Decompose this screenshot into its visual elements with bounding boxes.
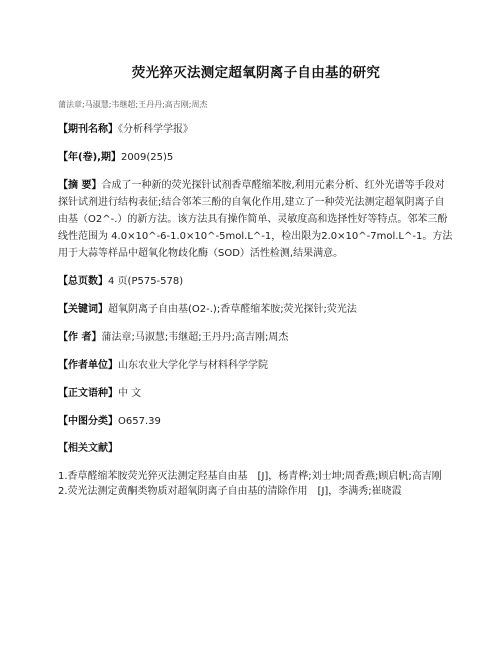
field-value: 山东农业大学化学与材料科学学院 bbox=[118, 360, 268, 371]
field-value: O657.39 bbox=[118, 416, 161, 427]
field-label: 【作者单位】 bbox=[58, 360, 118, 371]
author-list: 蒲法章;马淑慧;韦继超;王丹丹;高吉刚;周杰 bbox=[58, 100, 208, 109]
field-abstract bbox=[58, 177, 454, 262]
field-value: 蒲法章;马淑慧;韦继超;王丹丹;高吉刚;周杰 bbox=[101, 332, 289, 343]
field-keywords bbox=[58, 301, 454, 318]
field-value: 合成了一种新的荧光探针试剂香草醛缩苯胺,利用元素分析、红外光谱等手段对探针试剂进行结构表征;结合邻苯三酚的自氧化作用,建立了一种荧光法测定超氧阴离子自由基（O2^-.）的新方法。该方法具有操作简单、灵敏度高和选择性好等特点。邻苯三酚线性范围为 4.0×10^-6-1.0×10^-5mol.L^-1，检出限为2.0×10^-7mol.L^-1。方法用于大蒜等样品中超氧化物歧化酶（SOD）活性检测,结果满意。 bbox=[58, 180, 453, 259]
field-label: 【关键词】 bbox=[58, 304, 108, 315]
field-value: 2009(25)5 bbox=[120, 152, 174, 163]
field-label: 【中图分类】 bbox=[58, 416, 118, 427]
field-language bbox=[58, 385, 454, 402]
field-page-count bbox=[58, 273, 454, 290]
field-label: 【期刊名称】 bbox=[58, 124, 118, 135]
field-value: 4 页(P575-578) bbox=[108, 276, 184, 287]
field-value: 中 文 bbox=[118, 388, 142, 399]
page-title: 荧光猝灭法测定超氧阴离子自由基的研究 bbox=[131, 65, 381, 81]
related-references-heading: 【相关文献】 bbox=[58, 443, 118, 454]
field-value: 《分析科学学报》 bbox=[118, 124, 193, 135]
field-authors bbox=[58, 329, 454, 346]
field-label: 【作 者】 bbox=[58, 332, 102, 343]
field-journal bbox=[58, 121, 454, 138]
field-label: 【摘 要】 bbox=[58, 180, 102, 191]
field-label: 【正文语种】 bbox=[58, 388, 118, 399]
field-value: 超氧阴离子自由基(O2-.);香草醛缩苯胺;荧光探针;荧光法 bbox=[108, 304, 357, 315]
field-classification bbox=[58, 413, 454, 430]
reference-item: 1.香草醛缩苯胺荧光猝灭法测定羟基自由基 [J]，杨青桦;刘士坤;周香燕;顾启帆;高吉刚 bbox=[58, 471, 442, 482]
field-label: 【年(卷),期】 bbox=[58, 152, 121, 163]
reference-item: 2.荧光法测定黄酮类物质对超氧阴离子自由基的清除作用 [J]，李满秀;崔晓霞 bbox=[58, 486, 402, 497]
field-year-volume bbox=[58, 149, 454, 166]
reference-list bbox=[58, 469, 454, 499]
field-affiliation bbox=[58, 357, 454, 374]
field-label: 【总页数】 bbox=[58, 276, 108, 287]
